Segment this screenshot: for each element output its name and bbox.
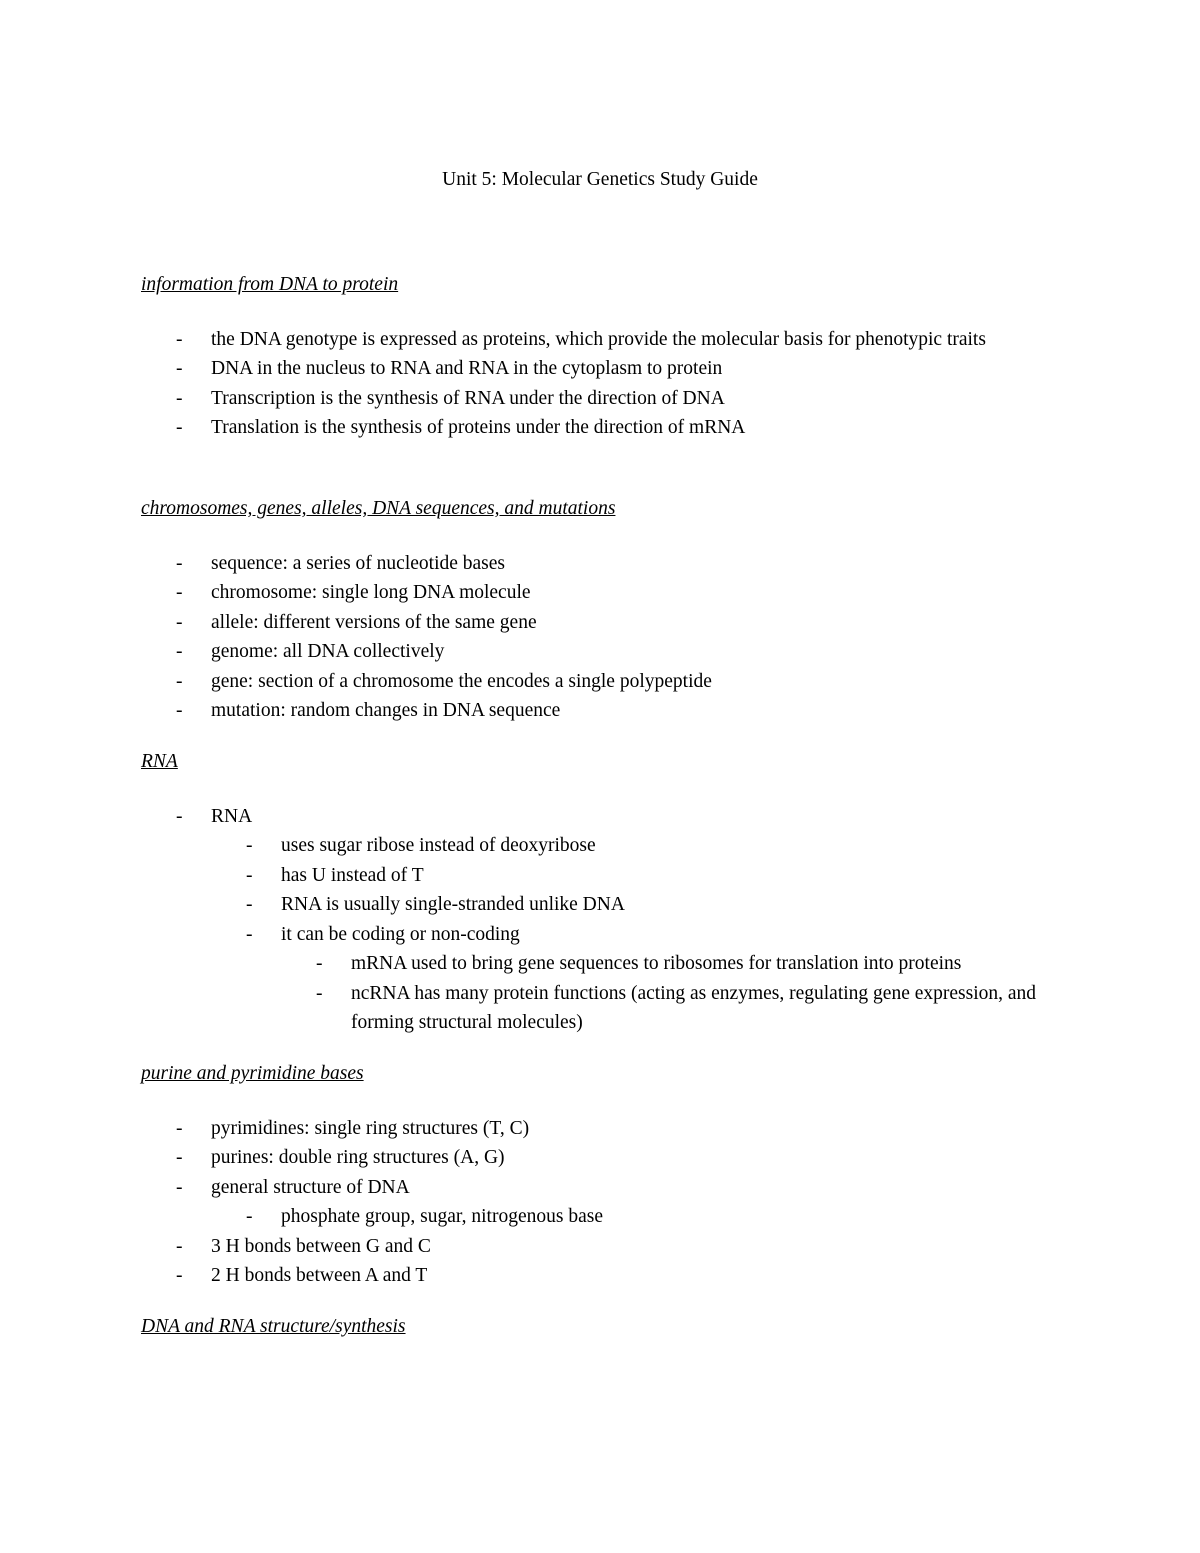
section-heading: DNA and RNA structure/synthesis [141,1316,406,1337]
list-item-text: the DNA genotype is expressed as proteins, which provide the molecular basis for phenotypic traits [211,328,986,350]
list-item-text: RNA [211,805,253,827]
list-item-text: general structure of DNA [211,1176,410,1198]
bullet-dash: - [176,805,183,827]
list-item-text: purines: double ring structures (A, G) [211,1147,505,1168]
nested-bullet-list [211,831,1061,1038]
bullet-dash: - [176,611,183,633]
list-item [141,384,1061,414]
list-item-text: gene: section of a chromosome the encodes a single polypeptide [211,670,712,692]
bullet-dash: - [176,417,183,438]
bullet-dash: - [176,670,183,692]
bullet-dash: - [176,552,183,574]
bullet-dash: - [176,1235,183,1257]
bullet-list [141,802,1061,1038]
section-dna-rna-structure [141,1312,1061,1342]
section-heading: information from DNA to protein [141,274,399,295]
bullet-dash: - [176,582,183,603]
section-heading: RNA [141,751,178,772]
list-item [141,413,1061,443]
list-item-text: it can be coding or non-coding [281,923,520,945]
list-item-text: mRNA used to bring gene sequences to ribosomes for translation into proteins [351,953,962,974]
list-item-text: sequence: a series of nucleotide bases [211,552,506,574]
bullet-dash: - [176,1176,183,1198]
list-item-text: genome: all DNA collectively [211,641,445,662]
section-purine-pyrimidine [141,1059,1061,1291]
list-item [141,1114,1061,1144]
bullet-dash: - [176,387,183,409]
bullet-dash: - [246,923,253,945]
bullet-dash: - [176,641,183,662]
list-item [211,920,1061,1038]
nested-bullet-list [211,1202,1061,1232]
list-item [281,979,1061,1038]
bullet-dash: - [176,328,183,350]
bullet-list [141,549,1061,726]
bullet-dash: - [246,835,253,856]
list-item-text: Translation is the synthesis of proteins under the direction of mRNA [211,417,746,438]
list-item-text: pyrimidines: single ring structures (T, C) [211,1117,530,1139]
list-item-text: 2 H bonds between A and T [211,1265,428,1286]
list-item-text: has U instead of T [281,864,424,886]
list-item [141,325,1061,355]
bullet-dash: - [176,1147,183,1168]
bullet-dash: - [176,358,183,379]
bullet-dash: - [176,700,183,721]
list-item-text: RNA is usually single-stranded unlike DNA [281,894,625,915]
list-item-text: mutation: random changes in DNA sequence [211,700,561,721]
bullet-list [141,325,1061,443]
page-title: Unit 5: Molecular Genetics Study Guide [442,169,758,190]
list-item [141,1143,1061,1173]
list-item [141,1232,1061,1262]
bullet-dash: - [176,1117,183,1139]
bullet-dash: - [176,1265,183,1286]
list-item [141,667,1061,697]
list-item [211,861,1061,891]
section-heading: chromosomes, genes, alleles, DNA sequences, and mutations [141,498,616,519]
list-item-text: Transcription is the synthesis of RNA under the direction of DNA [211,387,725,409]
list-item-text: uses sugar ribose instead of deoxyribose [281,835,596,856]
list-item-text: DNA in the nucleus to RNA and RNA in the cytoplasm to protein [211,358,723,379]
bullet-dash: - [316,982,323,1004]
section-heading: purine and pyrimidine bases [141,1063,364,1084]
list-item [141,696,1061,726]
bullet-dash: - [246,1206,253,1227]
list-item [141,1173,1061,1232]
list-item [211,1202,1061,1232]
bullet-dash: - [316,953,323,974]
list-item [141,1261,1061,1291]
section-dna-to-protein [141,270,1061,443]
bullet-dash: - [246,864,253,886]
list-item-text: phosphate group, sugar, nitrogenous base [281,1206,603,1227]
bullet-dash: - [246,894,253,915]
list-item [211,831,1061,861]
list-item [141,802,1061,1038]
section-chromosomes-genes [141,494,1061,726]
list-item [141,549,1061,579]
list-item-text: chromosome: single long DNA molecule [211,582,531,603]
list-item [211,890,1061,920]
list-item [141,578,1061,608]
section-rna [141,747,1061,1038]
nested-bullet-list [281,949,1061,1038]
list-item [141,637,1061,667]
list-item-text: 3 H bonds between G and C [211,1235,431,1257]
bullet-list [141,1114,1061,1291]
list-item-text: allele: different versions of the same gene [211,611,537,633]
list-item [141,354,1061,384]
list-item-text: ncRNA has many protein functions (acting as enzymes, regulating gene expression, and forming structural molecules) [351,982,1037,1033]
list-item [141,608,1061,638]
list-item [281,949,1061,979]
